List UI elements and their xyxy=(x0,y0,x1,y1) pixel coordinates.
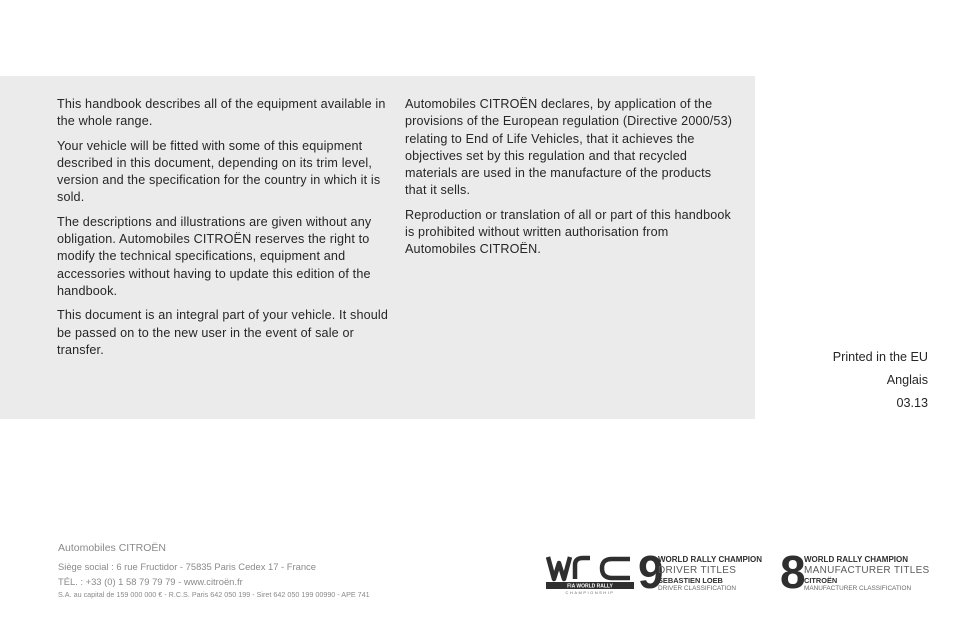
paragraph-reproduction: Reproduction or translation of all or part of this handbook is prohibited without written authorisation from Automobiles CITROËN. xyxy=(405,207,731,257)
footer-address: Siège social : 6 rue Fructidor - 75835 Paris Cedex 17 - France xyxy=(58,561,316,572)
manufacturer-name: CITROËN xyxy=(804,576,838,585)
paragraph-descriptions: The descriptions and illustrations are given without any obligation. Automobiles CITROËN reserves the right to modify the technical specifications, equipment and accessories without having to update this edition of the handbook. xyxy=(57,214,372,298)
right-text-column xyxy=(405,96,735,266)
company-footer xyxy=(58,542,370,600)
rally-logos xyxy=(546,546,930,599)
driver-subtitle: DRIVER TITLES xyxy=(658,565,737,576)
printed-in-eu: Printed in the EU xyxy=(832,350,928,364)
footer-legal: S.A. au capital de 159 000 000 € - R.C.S. Paris 642 050 199 - Siret 642 050 199 00990 - APE 741 xyxy=(58,590,370,599)
driver-classification: DRIVER CLASSIFICATION xyxy=(658,585,737,592)
driver-name: SEBASTIEN LOEB xyxy=(658,576,723,585)
left-text-column xyxy=(57,96,392,366)
print-info xyxy=(833,346,928,415)
manufacturer-title: WORLD RALLY CHAMPION xyxy=(804,555,908,564)
wrc-logo xyxy=(546,553,634,595)
wrc-sub2-label: CHAMPIONSHIP xyxy=(565,590,615,595)
driver-title: WORLD RALLY CHAMPION xyxy=(658,555,762,564)
edition-date: 03.13 xyxy=(896,396,928,410)
driver-titles-block xyxy=(658,555,762,593)
wrc-sub-label: FIA WORLD RALLY xyxy=(567,583,613,590)
manufacturer-titles-block xyxy=(804,555,930,593)
footer-phone: TÉL. : +33 (0) 1 58 79 79 79 - www.citroën.fr xyxy=(58,576,243,587)
manufacturer-titles-number: 8 xyxy=(780,546,806,598)
footer-company-name: Automobiles CITROËN xyxy=(58,542,166,554)
language-label: Anglais xyxy=(886,373,928,387)
paragraph-trim-level: Your vehicle will be fitted with some of this equipment described in this document, depending on its trim level, version and the specification for the country in which it is sold. xyxy=(57,138,381,205)
paragraph-end-of-life: Automobiles CITROËN declares, by application of the provisions of the European regulation (Directive 2000/53) relating to End of Life Vehicles, that it achieves the objectives set by this regulation and that recycled materials are used in the manufacture of the products that it sells. xyxy=(405,97,733,198)
paragraph-integral-part: This document is an integral part of your vehicle. It should be passed on to the new user in the event of sale or transfer. xyxy=(57,308,389,357)
manufacturer-classification: MANUFACTURER CLASSIFICATION xyxy=(804,585,912,592)
driver-titles-number: 9 xyxy=(638,546,664,598)
paragraph-equipment-range: This handbook describes all of the equipment available in the whole range. xyxy=(57,97,386,129)
manufacturer-subtitle: MANUFACTURER TITLES xyxy=(804,565,930,576)
